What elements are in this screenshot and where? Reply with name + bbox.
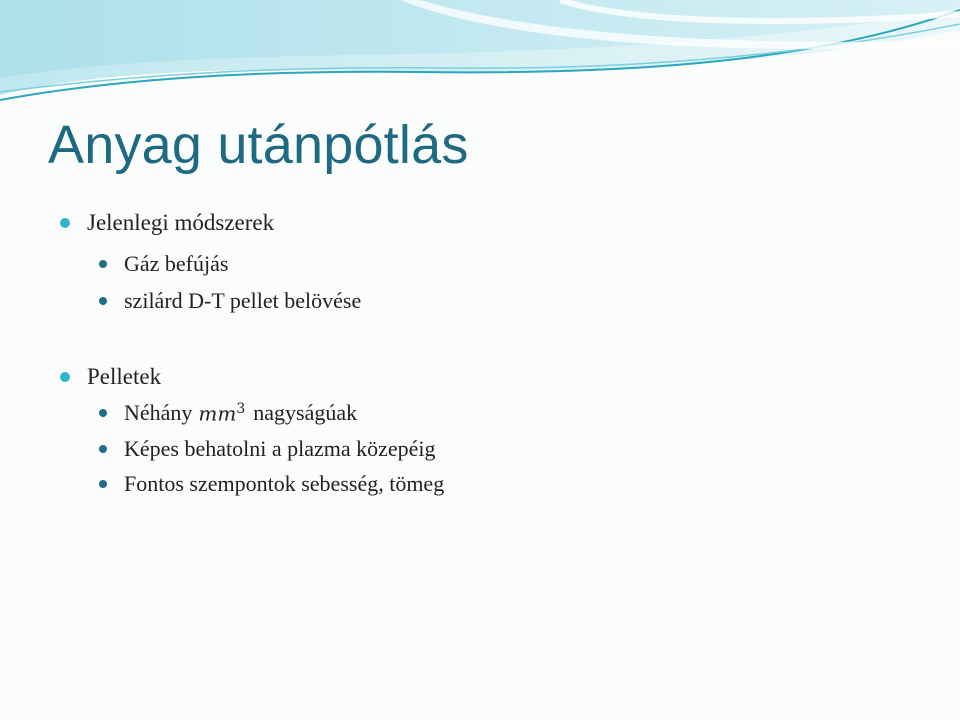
bullet-dot-icon [60,372,70,382]
sub-bullet-item [99,288,361,314]
header-wave-decoration [0,0,960,120]
slide-title: Anyag utánpótlás [48,115,469,175]
bullet-dot-icon [99,260,107,268]
bullet-text: szilárd D-T pellet belövése [124,288,362,313]
math-base: mm [198,401,237,426]
bullet-text: Pelletek [87,364,162,389]
bullet-text: Gáz befújás [124,251,229,276]
math-expression [198,401,245,426]
bullet-dot-icon [99,297,107,305]
sub-bullet-item [99,251,228,277]
sub-bullet-item [99,471,444,497]
math-exponent: 3 [236,400,246,417]
sub-bullet-item [99,436,436,462]
bullet-text: Jelenlegi módszerek [87,210,275,235]
bullet-dot-icon [99,409,107,417]
sub-bullet-item [99,400,357,426]
bullet-text-before: Néhány [124,400,193,425]
bullet-text-after: nagyságúak [253,400,358,425]
bullet-text: Képes behatolni a plazma közepéig [124,436,436,461]
bullet-dot-icon [99,480,107,488]
bullet-dot-icon [60,218,70,228]
bullet-dot-icon [99,445,107,453]
bullet-text: Fontos szempontok sebesség, tömeg [124,471,445,496]
bullet-item [60,364,161,390]
bullet-item [60,210,274,236]
